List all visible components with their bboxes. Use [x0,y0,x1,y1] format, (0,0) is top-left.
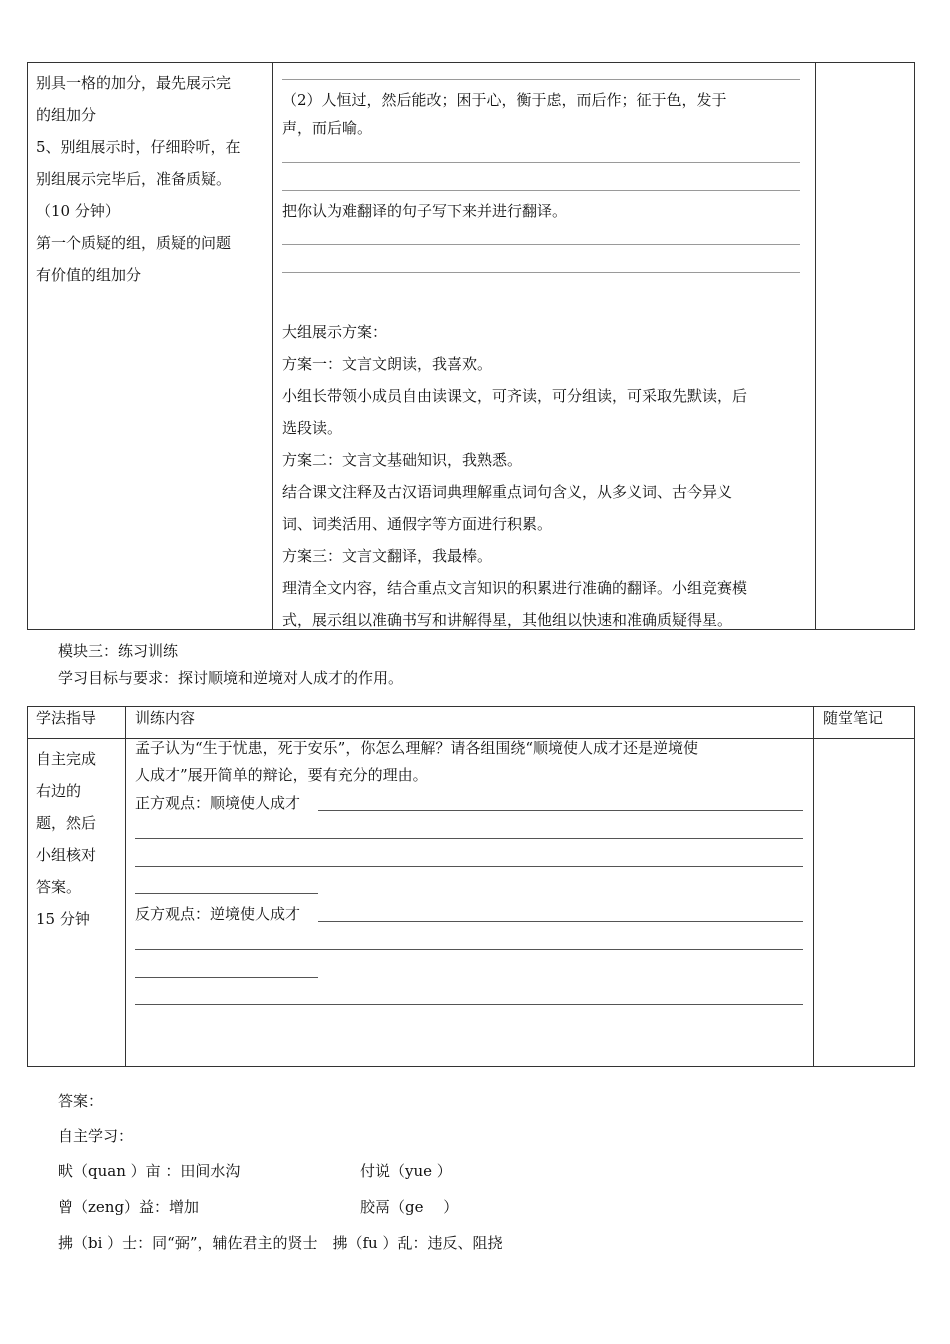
guide-text-line: 题，然后 [36,814,97,832]
pro-label: 正方观点：顺境使人成才 [135,794,301,812]
plan-title: 大组展示方案： [282,323,388,341]
guide-text-line: 15 分钟 [36,910,90,928]
answer-item: 付说（yue ） [360,1162,452,1180]
answer-blank-line[interactable] [282,79,800,80]
guide-text-line: 右边的 [36,782,82,800]
header-content: 训练内容 [135,709,196,727]
sentence-2-cont: 声，而后喻。 [282,119,373,137]
answer-item: 畎（quan ）亩 ：田间水沟 [58,1162,241,1180]
guide-text-line: 小组核对 [36,846,97,864]
plan-3-line: 式，展示组以准确书写和讲解得星，其他组以快速和准确质疑得星。 [282,611,733,629]
header-method: 学法指导 [36,709,97,727]
answer-blank-line[interactable] [282,162,800,163]
guide-text-line: 第一个质疑的组，质疑的问题 [36,234,232,252]
guide-text-line: 的组加分 [36,106,97,124]
debate-question: 孟子认为“生于忧患，死于安乐”，你怎么理解？请各组围绕“顺境使人成才还是逆境使 [135,739,699,757]
guide-text-line: 自主完成 [36,750,97,768]
answer-item: 曾（zeng）益：增加 [58,1198,200,1216]
answer-item: 拂（bi ）士：同“弼”，辅佐君主的贤士 拂（fu ）乱：违反、阻挠 [58,1234,503,1252]
plan-2-line: 结合课文注释及古汉语词典理解重点词句含义，从多义词、古今异义 [282,483,733,501]
debate-question-cont: 人成才”展开简单的辩论，要有充分的理由。 [135,766,428,784]
module-title: 模块三：练习训练 [58,642,179,660]
plan-3-title: 方案三：文言文翻译，我最棒。 [282,547,493,565]
sentence-2: （2）人恒过，然后能改；困于心，衡于虑，而后作；征于色，发于 [282,91,727,109]
guide-text-line: 5、别组展示时，仔细聆听，在 [36,138,241,156]
guide-text-line: 别组展示完毕后，准备质疑。 [36,170,232,188]
pro-answer-line[interactable] [135,866,803,867]
translate-prompt: 把你认为难翻译的句子写下来并进行翻译。 [282,202,568,220]
pro-answer-line[interactable] [135,893,318,894]
guide-text-line: 有价值的组加分 [36,266,142,284]
answers-title: 答案： [58,1092,104,1110]
pro-answer-line[interactable] [135,838,803,839]
con-answer-line[interactable] [135,977,318,978]
con-answer-line[interactable] [135,1004,803,1005]
answer-blank-line[interactable] [282,190,800,191]
plan-1-line: 小组长带领小成员自由读课文，可齐读，可分组读，可采取先默读，后 [282,387,748,405]
plan-2-title: 方案二：文言文基础知识，我熟悉。 [282,451,523,469]
guide-text-line: 别具一格的加分，最先展示完 [36,74,232,92]
header-notes: 随堂笔记 [823,709,884,727]
con-label: 反方观点：逆境使人成才 [135,905,301,923]
pro-answer-line[interactable] [318,810,803,811]
plan-1-line: 选段读。 [282,419,343,437]
module-goal: 学习目标与要求：探讨顺境和逆境对人成才的作用。 [58,669,404,687]
con-answer-line[interactable] [135,949,803,950]
plan-2-line: 词、词类活用、通假字等方面进行积累。 [282,515,553,533]
guide-text-line: （10 分钟） [36,202,120,220]
guide-text-line: 答案。 [36,878,82,896]
con-answer-line[interactable] [318,921,803,922]
answer-blank-line[interactable] [282,244,800,245]
answer-blank-line[interactable] [282,272,800,273]
answer-item: 胶鬲（ge ） [360,1198,459,1216]
plan-3-line: 理清全文内容，结合重点文言知识的积累进行准确的翻译。小组竞赛模 [282,579,748,597]
answers-subtitle: 自主学习： [58,1127,134,1145]
plan-1-title: 方案一：文言文朗读，我喜欢。 [282,355,493,373]
